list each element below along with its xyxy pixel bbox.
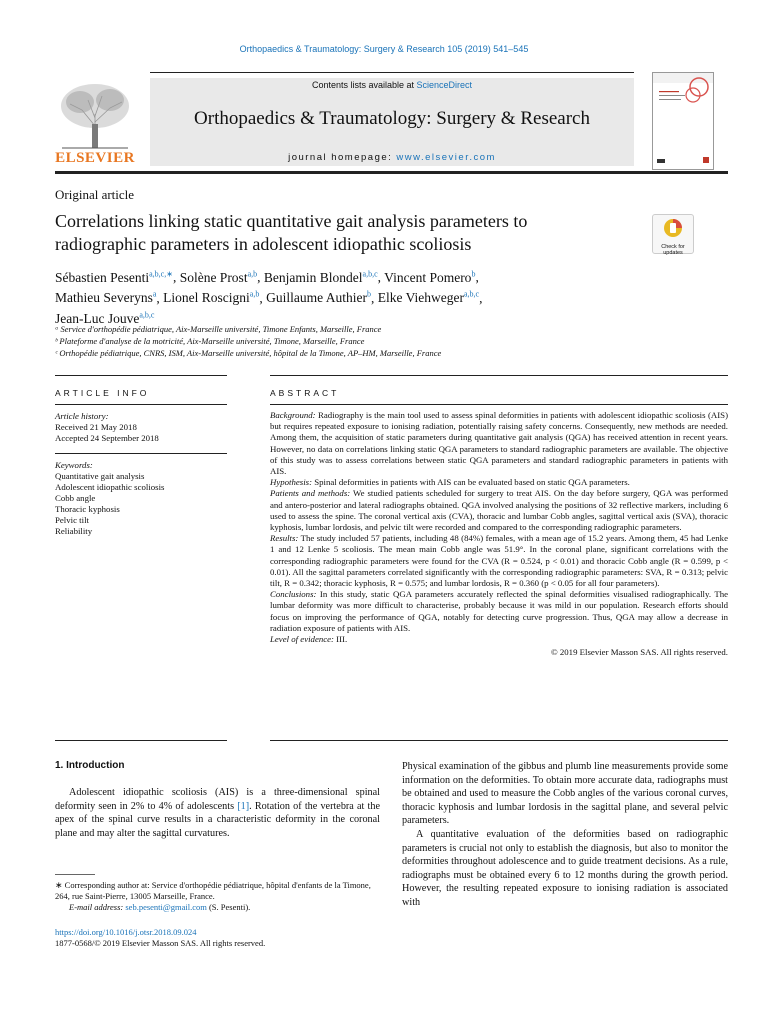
header-bottom-rule — [55, 171, 728, 174]
check-updates-icon — [662, 217, 684, 239]
journal-citation[interactable]: Orthopaedics & Traumatology: Surgery & Research 105 (2019) 541–545 — [239, 44, 529, 54]
title-line-1: Correlations linking static quantitative gait analysis parameters to — [55, 211, 528, 231]
abstract-results: Results: The study included 57 patients, including 48 (84%) females, with a mean age of 15.2 years. Among them, 45 had Lenke 1 and 12 Lenke 5 scoliosis. The mean main Cobb angle was 51.9°. In the coronal plane, significant correlations with the corresponding radiographic parameters were found for the CVA (R = 0.524, p < 0.01) and thoracic Cobb angle (R = 0.599, p < 0.01). All the sagittal parameters correlated significantly with the corresponding radiographic parameters: SVA, R = 0.313; pelvic tilt, R = 0.342; thoracic kyphosis, R = 0.575; and lumbar lordosis, R = 0.360 (p < 0.05 for all four parameters). — [270, 533, 728, 589]
article-history — [55, 411, 227, 444]
abstract-background: Background: Radiography is the main tool used to assess spinal deformities in patients with adolescent idiopathic scoliosis (AIS) but requires repeated exposure to ionising radiation, potentially raising safety concerns. Consequently, new methods are needed. Among them, the acquisition of static parameters during quantitative gait analysis (QGA) has received attention in recent years. However, no data on correlations linking static QGA parameters to standard radiographic parameters are available. The objective of this study was to assess correlations between static QGA parameters and standard radiographic parameters in patients with AIS. — [270, 410, 728, 477]
author[interactable]: Lionel Roscigni$^{a,b}$ — [163, 289, 260, 305]
abstract-evidence: Level of evidence: III. — [270, 634, 348, 645]
abstract-heading: ABSTRACT — [270, 388, 340, 398]
keyword: Adolescent idiopathic scoliosis — [55, 482, 165, 492]
accepted-date: Accepted 24 September 2018 — [55, 433, 159, 443]
introduction-heading: 1. Introduction — [55, 760, 125, 771]
keyword: Quantitative gait analysis — [55, 471, 145, 481]
author[interactable]: Sébastien Pesenti$^{a,b,c,∗}$ — [55, 269, 173, 285]
elsevier-wordmark: ELSEVIER — [55, 150, 135, 166]
keyword: Cobb angle — [55, 493, 96, 503]
article-title — [55, 210, 645, 256]
citation-link[interactable]: [1] — [237, 800, 250, 812]
intro-paragraph-1: Adolescent idiopathic scoliosis (AIS) is a three-dimensional spinal deformity seen in 2% to 4% of adolescents [1]. Rotation of the vertebra at the apex of the spinal curve results in a characteristic deformity in the coronal plane and may alter the sagittal curvatures. — [55, 787, 381, 839]
abstract-bottom-rule — [270, 740, 728, 741]
check-for-updates-badge[interactable] — [652, 214, 694, 254]
keywords-block — [55, 460, 227, 537]
keywords-label: Keywords: — [55, 460, 93, 470]
received-date: Received 21 May 2018 — [55, 422, 137, 432]
intro-paragraph-3: A quantitative evaluation of the deformities based on radiographic parameters is crucial not only to establish the diagnosis, but also to monitor the deformities throughout adolescence and to guide treatment decisions. As a rule, radiographs must be obtained every 6 to 12 months during the growth period. However, the resulting repeated exposure to ionising radiation is associated with — [402, 828, 728, 908]
article-type: Original article — [55, 187, 135, 202]
footnote-rule — [55, 874, 95, 875]
title-line-2: radiographic parameters in adolescent idiopathic scoliosis — [55, 234, 472, 254]
history-rule — [55, 453, 227, 454]
journal-homepage — [150, 152, 634, 163]
corresponding-author-footnote — [55, 880, 385, 913]
email-note: E-mail address: seb.pesenti@gmail.com (S. Pesenti). — [69, 902, 251, 912]
email-link[interactable]: seb.pesenti@gmail.com — [125, 902, 207, 912]
journal-cover-thumbnail[interactable] — [652, 72, 714, 170]
corresponding-author-note: ∗ Corresponding author at: Service d'orthopédie pédiatrique, hôpital d'enfants de la Timone, 264, rue Saint-Pierre, 13005 Marseille, France. — [55, 880, 371, 901]
abstract-body — [270, 410, 728, 658]
homepage-prefix: journal homepage: — [288, 152, 397, 163]
author[interactable]: Benjamin Blondel$^{a,b,c}$ — [263, 269, 378, 285]
abstract-conclusions: Conclusions: In this study, static QGA parameters accurately reflected the spinal deformities visualised radiographically. The lumbar deformity was more difficult to characterise, probably because it was mild in our population. Research efforts should focus on improving the performance of QGA, notably for detecting curve progression. Thus, QGA may allow a decrease in radiation exposure of patients with AIS. — [270, 589, 728, 633]
abstract-methods: Patients and methods: We studied patients scheduled for surgery to treat AIS. On the day before surgery, QGA was performed and antero-posterior and lateral radiographs obtained. QGA involved analysing the positions of 32 reflective markers, including 6 used to assess the spine. The coronal vertical axis (CVA), thoracic and lumbar Cobb angles, sagittal vertical axis (SVA), thoracic kyphosis, lumbar lordosis, and pelvic tilt were recorded and compared to the corresponding radiographic parameters. — [270, 488, 728, 533]
sciencedirect-link[interactable]: ScienceDirect — [416, 80, 473, 90]
affiliation-c: ᶜ Orthopédie pédiatrique, CNRS, ISM, Aix-Marseille université, hôpital de la Timone, AP–HM, Marseille, France — [55, 348, 442, 358]
journal-title: Orthopaedics & Traumatology: Surgery & Research — [194, 108, 590, 129]
author[interactable]: Vincent Pomero$^b$ — [384, 269, 476, 285]
abstract-copyright: © 2019 Elsevier Masson SAS. All rights reserved. — [551, 647, 728, 658]
intro-paragraph-2: Physical examination of the gibbus and plumb line measurements provide some information on the deformities. To obtain more accurate data, radiographs must be obtained and used to measure the Cobb angles of the various coronal curves, thoracic kyphosis and lumbar lordosis in the sagittal plane, and several pelvic parameters. — [402, 761, 728, 827]
issn-copyright: 1877-0568/© 2019 Elsevier Masson SAS. All rights reserved. — [55, 938, 266, 948]
abstract-top-rule — [270, 375, 728, 376]
article-info-heading: ARTICLE INFO — [55, 388, 150, 398]
affiliation-a: ᵃ Service d'orthopédie pédiatrique, Aix-Marseille université, Timone Enfants, Marseille, France — [55, 324, 382, 334]
keyword: Thoracic kyphosis — [55, 504, 120, 514]
check-updates-label: Check for updates — [661, 244, 685, 256]
author[interactable]: Elke Viehweger$^{a,b,c}$ — [377, 289, 480, 305]
homepage-link[interactable]: www.elsevier.com — [396, 152, 496, 163]
keyword: Reliability — [55, 526, 93, 536]
affiliation-b: ᵇ Plateforme d'analyse de la motricité, Aix-Marseille université, Timone, Marseille, France — [55, 336, 365, 346]
contents-prefix: Contents lists available at — [311, 80, 417, 90]
header-top-rule — [150, 72, 634, 73]
abstract-hypothesis: Hypothesis: Spinal deformities in patients with AIS can be evaluated based on static QGA parameters. — [270, 477, 630, 488]
info-sub-rule — [55, 404, 227, 405]
author[interactable]: Mathieu Severyns$^a$ — [55, 289, 157, 305]
keyword: Pelvic tilt — [55, 515, 89, 525]
intro-right-column — [402, 760, 728, 910]
author-list: Sébastien Pesenti$^{a,b,c,∗}$, Solène Prost$^{a,b}$, Benjamin Blondel$^{a,b,c}$, Vincent Pomero$^b$, Mathieu Severyns$^a$, Lionel Roscigni$^{a,b}$, Guillaume Authier$^b$, Elke Viehweger$^{a,b,c}$, Jean-Luc Jouve$^{a,b,c}$ — [55, 269, 483, 326]
history-label: Article history: — [55, 411, 109, 421]
info-top-rule — [55, 375, 227, 376]
abstract-sub-rule — [270, 404, 728, 405]
author[interactable]: Guillaume Authier$^b$ — [266, 289, 371, 305]
contents-line — [150, 80, 634, 90]
doi-block — [55, 927, 265, 949]
doi-link[interactable]: https://doi.org/10.1016/j.otsr.2018.09.024 — [55, 927, 197, 937]
info-bottom-rule — [55, 740, 227, 741]
intro-left-column — [55, 786, 380, 840]
author[interactable]: Jean-Luc Jouve$^{a,b,c}$ — [55, 310, 155, 326]
author[interactable]: Solène Prost$^{a,b}$ — [179, 269, 258, 285]
